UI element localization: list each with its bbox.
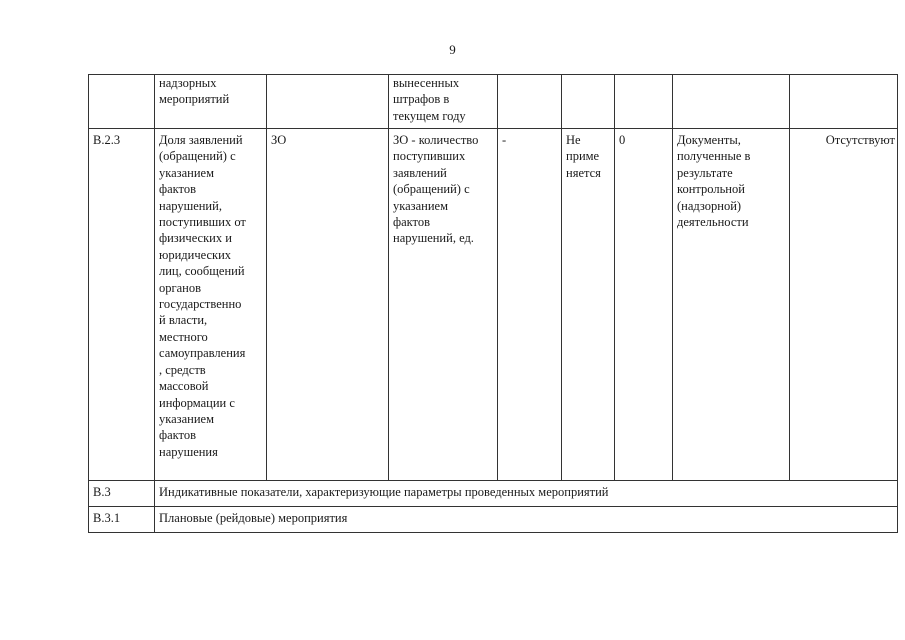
page-number: 9 xyxy=(449,42,456,57)
cell-c6 xyxy=(562,75,615,129)
cell-description: вынесенных штрафов в текущем году xyxy=(389,75,498,129)
cell-subsection-title: Плановые (рейдовые) мероприятия xyxy=(155,507,898,533)
cell-description: ЗО - количество поступивших заявлений (обращений) с указанием фактов нарушений, ед. xyxy=(389,129,498,481)
cell-name: Доля заявлений (обращений) с указанием фактов нарушений, поступивших от физических и юридических лиц, сообщений органов государственно й власти, местного самоуправления , средств массовой информации с указанием фактов нарушения xyxy=(155,129,267,481)
table-row-b23 xyxy=(89,129,898,481)
cell-c5 xyxy=(498,75,562,129)
cell-code: В.3 xyxy=(89,481,155,507)
cell-comment xyxy=(790,75,898,129)
indicators-table xyxy=(88,74,898,533)
cell-c5: - xyxy=(498,129,562,481)
cell-section-title: Индикативные показатели, характеризующие параметры проведенных мероприятий xyxy=(155,481,898,507)
cell-code: В.3.1 xyxy=(89,507,155,533)
cell-c6: Не приме няется xyxy=(562,129,615,481)
cell-name: надзорных мероприятий xyxy=(155,75,267,129)
table-row-continuation xyxy=(89,75,898,129)
cell-c7 xyxy=(615,75,673,129)
table-row-b31 xyxy=(89,507,898,533)
cell-source: Документы, полученные в результате контрольной (надзорной) деятельности xyxy=(673,129,790,481)
cell-comment: Отсутствуют xyxy=(790,129,898,481)
cell-code xyxy=(89,75,155,129)
cell-source xyxy=(673,75,790,129)
cell-c7: 0 xyxy=(615,129,673,481)
cell-formula: ЗО xyxy=(267,129,389,481)
cell-code: В.2.3 xyxy=(89,129,155,481)
cell-formula xyxy=(267,75,389,129)
table-row-b3 xyxy=(89,481,898,507)
